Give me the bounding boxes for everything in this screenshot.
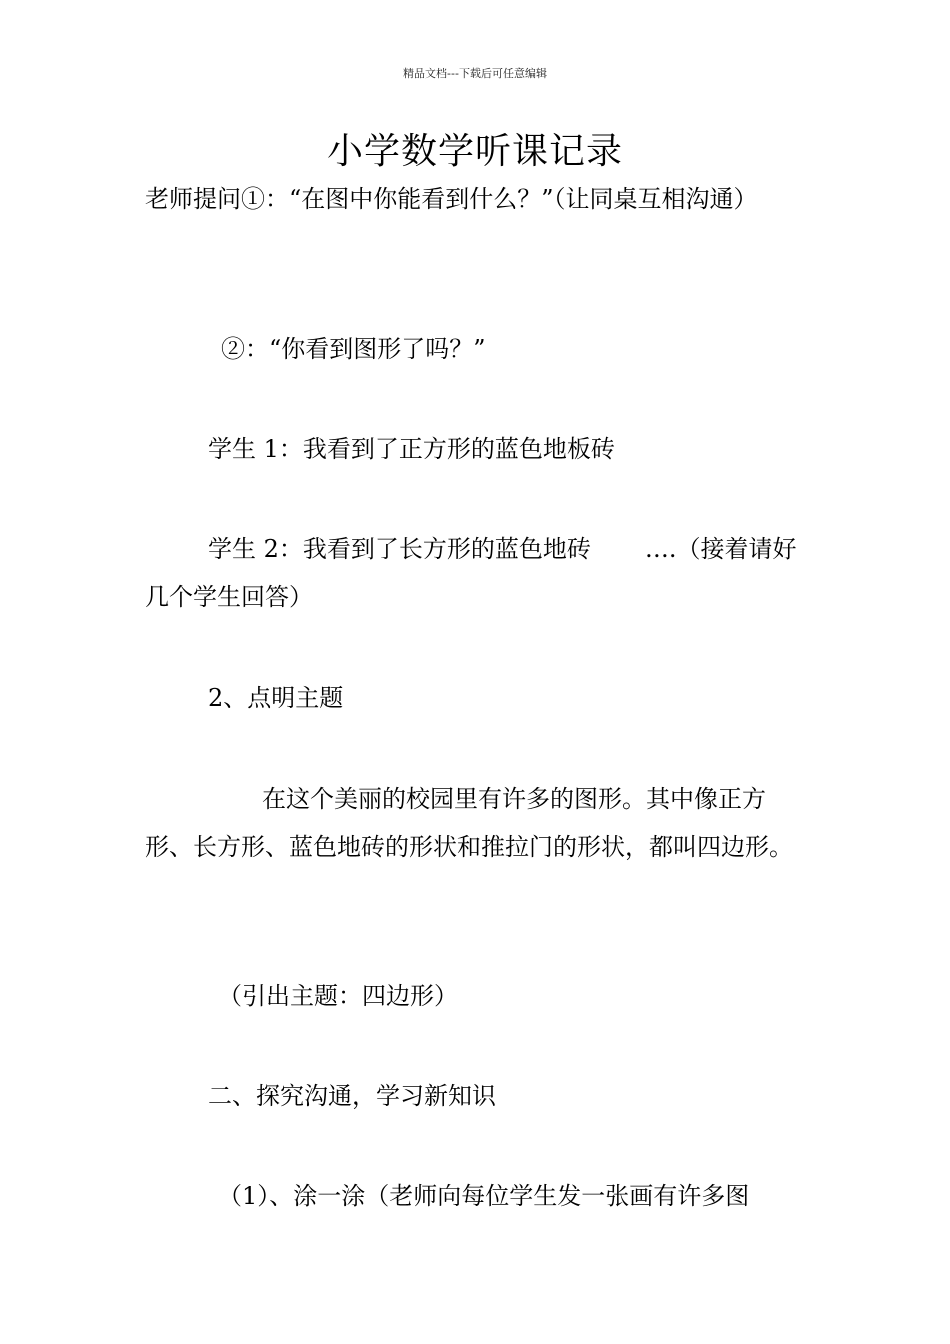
header-note: 精品文档---下载后可任意编辑 bbox=[403, 67, 547, 80]
paragraph-explanation: 在这个美丽的校园里有许多的图形。其中像正方形、长方形、蓝色地砖的形状和推拉门的形状，都叫四边形。 bbox=[145, 785, 793, 861]
paragraph-activity-1: （1）、涂一涂（老师向每位学生发一张画有许多图 bbox=[218, 1182, 750, 1210]
student-2-continuation: ….（接着请好几个学生回答） bbox=[145, 535, 797, 611]
section-heading-explore: 二、探究沟通，学习新知识 bbox=[208, 1082, 496, 1110]
paragraph-teacher-question-2: ②：“你看到图形了吗？” bbox=[221, 335, 486, 363]
page-title: 小学数学听课记录 bbox=[326, 131, 623, 172]
paragraph-teacher-question-1: 老师提问①：“在图中你能看到什么？”（让同桌互相沟通） bbox=[145, 185, 758, 213]
student-2-answer: 学生 2：我看到了长方形的蓝色地砖 bbox=[208, 535, 591, 563]
paragraph-student-1: 学生 1：我看到了正方形的蓝色地板砖 bbox=[208, 435, 615, 463]
paragraph-lead-topic: （引出主题：四边形） bbox=[218, 982, 458, 1010]
paragraph-student-2 bbox=[145, 525, 810, 621]
section-heading-point-topic: 2、点明主题 bbox=[208, 684, 344, 712]
